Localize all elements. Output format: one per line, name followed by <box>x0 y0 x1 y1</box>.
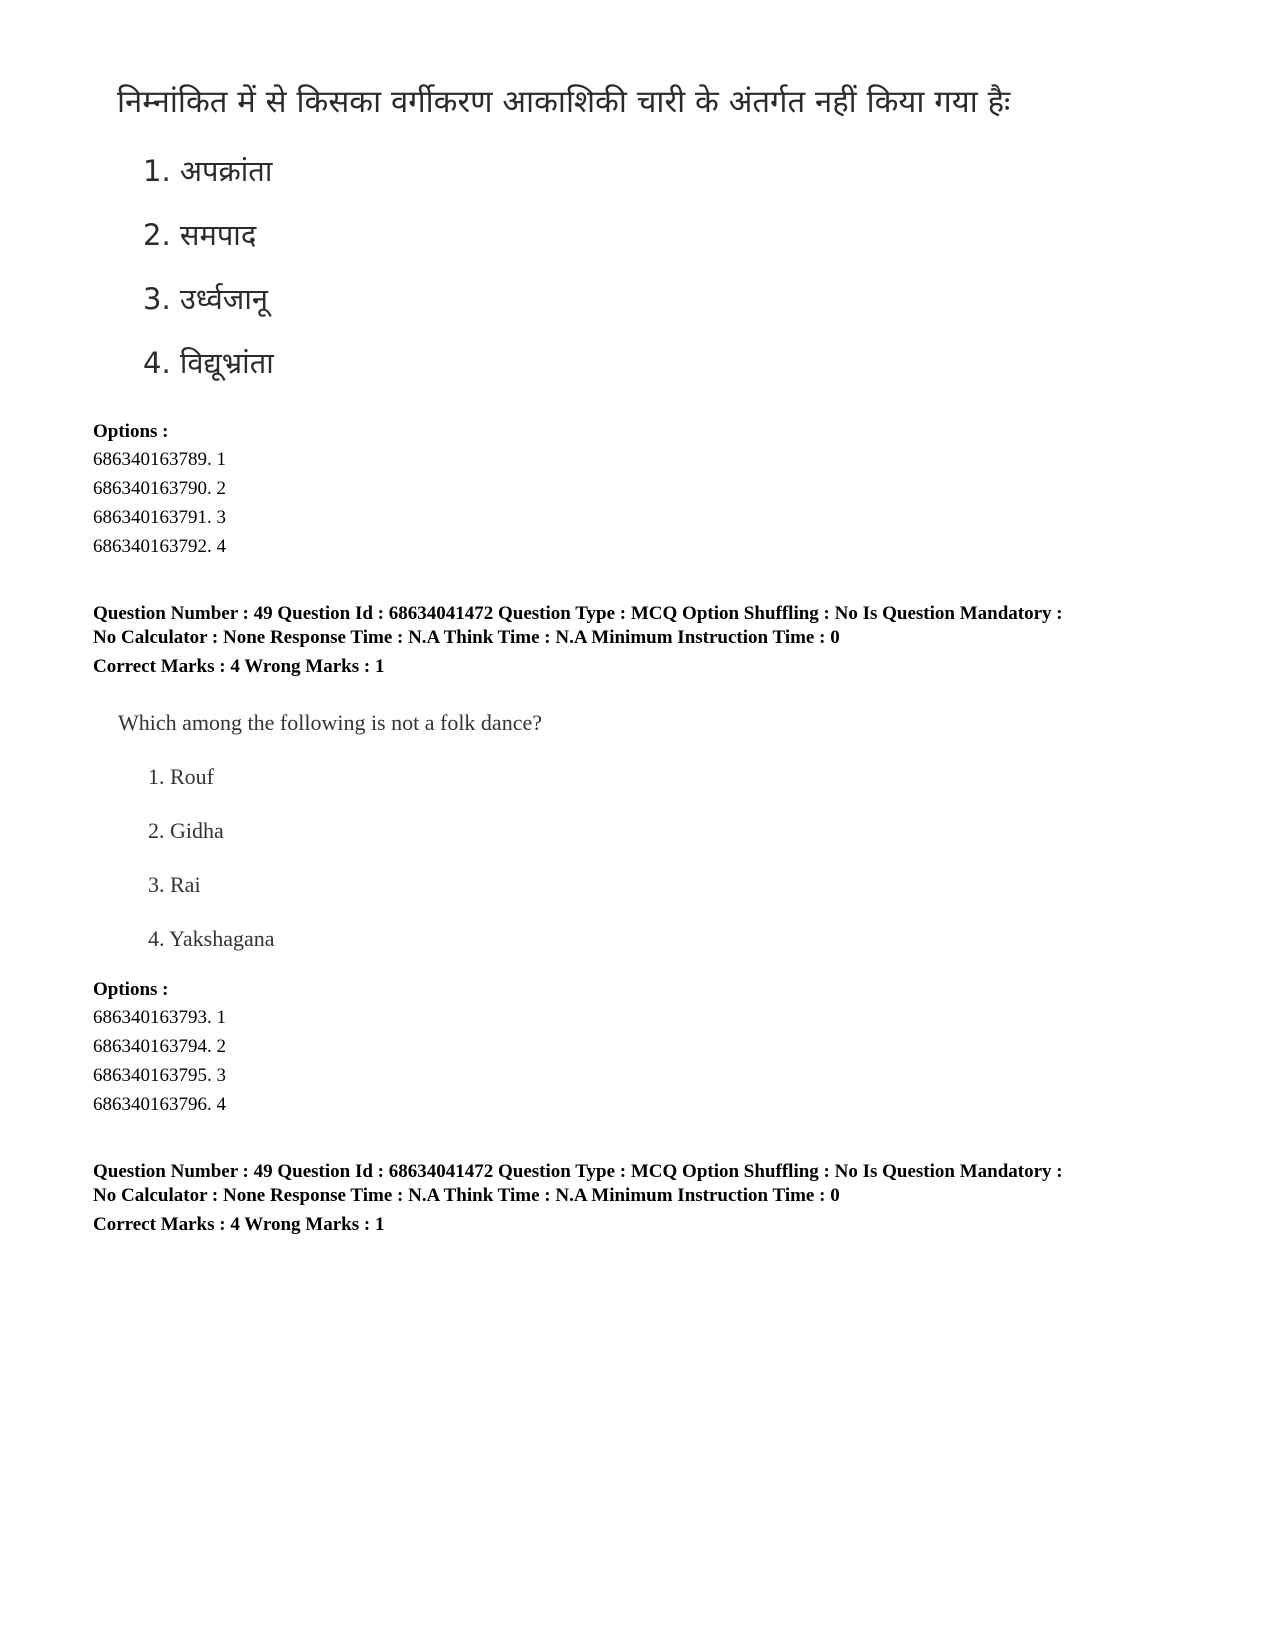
hindi-option-3: 3. उर्ध्वजानू <box>143 282 268 316</box>
english-option-4: 4. Yakshagana <box>148 926 275 951</box>
option-id-line: 686340163795. 3 <box>93 1065 226 1086</box>
question-marks: Correct Marks : 4 Wrong Marks : 1 <box>93 656 385 677</box>
option-id-line: 686340163789. 1 <box>93 449 226 470</box>
option-id-line: 686340163790. 2 <box>93 478 226 499</box>
option-id-line: 686340163796. 4 <box>93 1094 226 1115</box>
option-id-line: 686340163794. 2 <box>93 1036 226 1057</box>
english-option-3: 3. Rai <box>148 872 201 897</box>
english-option-1: 1. Rouf <box>148 764 214 789</box>
hindi-option-4: 4. विद्यूभ्रांता <box>143 346 274 380</box>
hindi-option-1: 1. अपक्रांता <box>143 154 273 188</box>
question-meta-line-1: Question Number : 49 Question Id : 68634041472 Question Type : MCQ Option Shuffling : No Is Question Mandatory : <box>93 1161 1063 1182</box>
question-meta-line-2: No Calculator : None Response Time : N.A Think Time : N.A Minimum Instruction Time : 0 <box>93 1185 840 1206</box>
options-label: Options : <box>93 421 169 442</box>
english-option-2: 2. Gidha <box>148 818 224 843</box>
english-question-stem: Which among the following is not a folk dance? <box>118 710 542 735</box>
hindi-option-2: 2. समपाद <box>143 218 257 252</box>
option-id-line: 686340163792. 4 <box>93 536 226 557</box>
hindi-question-stem: निम्नांकित में से किसका वर्गीकरण आकाशिकी चारी के अंतर्गत नहीं किया गया हैः <box>117 84 1011 120</box>
option-id-line: 686340163793. 1 <box>93 1007 226 1028</box>
option-id-line: 686340163791. 3 <box>93 507 226 528</box>
question-meta-line-1: Question Number : 49 Question Id : 68634041472 Question Type : MCQ Option Shuffling : No Is Question Mandatory : <box>93 603 1063 624</box>
question-marks: Correct Marks : 4 Wrong Marks : 1 <box>93 1214 385 1235</box>
options-label: Options : <box>93 979 169 1000</box>
question-meta-line-2: No Calculator : None Response Time : N.A Think Time : N.A Minimum Instruction Time : 0 <box>93 627 840 648</box>
